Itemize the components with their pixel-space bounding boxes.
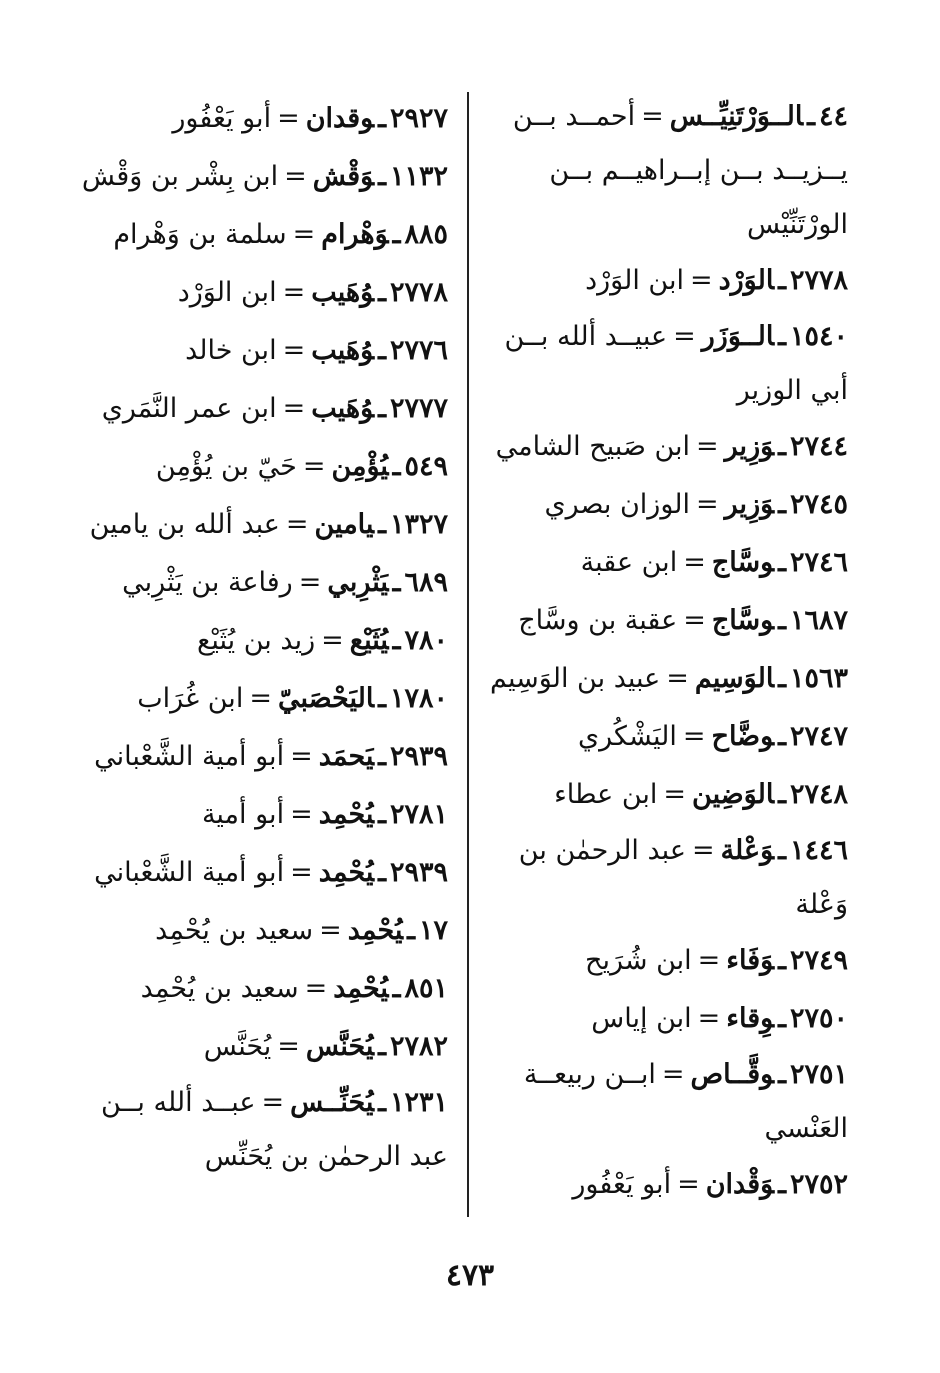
entry-separator: ـ [392,567,401,598]
entry-number: ٢٧٤٨ [789,779,848,810]
index-entry [488,1156,848,1214]
entry-headword: يُثَيْع [349,625,389,656]
entry-number: ٢٧٤٩ [789,945,848,976]
index-entry [488,534,848,592]
entry-headword: يَثْرِبي [327,567,389,598]
index-entry [488,310,848,418]
entry-headword: الوَرْد [718,265,775,296]
entry-value: أبو أمية [201,799,285,830]
entry-number: ١١٣٢ [389,161,448,192]
entry-equals: = [697,945,721,976]
entry-number: ٢٩٢٧ [389,103,448,134]
entry-separator: ـ [378,161,386,192]
index-entry [90,728,448,786]
entry-equals: = [682,721,706,752]
entry-equals: = [292,219,316,250]
index-entry [488,1048,848,1156]
entry-headword: وَهْرام [321,219,389,250]
entry-separator: ـ [378,103,386,134]
entry-headword: يُحْمِد [318,857,375,888]
entry-equals: = [683,547,706,578]
entry-value: أبو أمية الشَّعْباني [94,857,285,888]
entry-value: ابــن ربيعــة العَنْسي [523,1059,848,1144]
index-entry [488,708,848,766]
entry-number: ٢٧٤٥ [789,489,848,520]
index-entry [488,418,848,476]
entry-headword: وَقْش [312,161,375,192]
entry-headword: وَعْلة [720,835,775,866]
entry-number: ٢٩٣٩ [389,857,448,888]
entry-separator: ـ [778,835,786,866]
entry-value: زيد بن يُثَيْع [196,625,316,656]
entry-value: رفاعة بن يَثْرِبي [122,567,293,598]
entry-equals: = [298,567,322,598]
index-entry [90,206,448,264]
entry-number: ٢٧٥١ [789,1059,848,1090]
entry-number: ٢٧٨١ [389,799,448,830]
entry-headword: وَزِير [724,489,775,520]
entry-separator: ـ [778,1003,786,1034]
entry-separator: ـ [778,547,786,578]
entry-headword: يُحَنِّــس [290,1087,375,1118]
entry-equals: = [661,1059,685,1090]
entry-separator: ـ [392,973,401,1004]
entry-number: ١٢٣١ [389,1087,448,1118]
entry-headword: وسَّاج [711,547,775,578]
entry-equals: = [673,321,696,352]
entry-headword: يَحمَد [318,741,375,772]
entry-equals: = [277,103,300,134]
index-entry [90,264,448,322]
entry-equals: = [696,489,719,520]
entry-equals: = [666,663,689,694]
entry-number: ١٥٦٣ [789,663,848,694]
entry-separator: ـ [378,1031,386,1062]
entry-separator: ـ [378,1087,386,1118]
entry-headword: وَقْدان [705,1169,775,1200]
entry-value: ابن الوَرْد [177,277,277,308]
index-entry [488,650,848,708]
entry-headword: الــوَزَر [701,321,775,352]
entry-equals: = [683,605,706,636]
entry-value: ابن الوَرْد [585,265,684,296]
entry-number: ١٧ [418,915,448,946]
entry-separator: ـ [807,101,815,132]
index-entry [90,496,448,554]
entry-separator: ـ [778,605,786,636]
column-divider [467,92,469,1217]
index-entry [488,824,848,932]
entry-equals: = [284,161,307,192]
entry-number: ٢٧٨٢ [389,1031,448,1062]
entry-value: حَيّ بن يُؤْمِن [155,451,297,482]
entry-value: عبيــد ألله بــن أبي الوزير [504,321,848,406]
entry-value: يُحَنَّس [203,1031,272,1062]
entry-headword: وقَّــاص [690,1059,775,1090]
entry-number: ٨٥١ [404,973,448,1004]
entry-value: أبو يَعْفُور [172,103,272,134]
entry-equals: = [290,799,313,830]
entry-value: أبو يَعْفُور [572,1169,672,1200]
entry-headword: وُهَيب [311,277,375,308]
index-entry [488,252,848,310]
entry-headword: وُهَيب [311,393,375,424]
entry-headword: اليَحْصَبيّ [277,683,375,714]
entry-value: سعيد بن يُحْمِد [140,973,299,1004]
entry-equals: = [677,1169,700,1200]
entry-separator: ـ [378,335,386,366]
entry-headword: يُحْمِد [333,973,389,1004]
index-entry [488,90,848,252]
entry-separator: ـ [378,509,386,540]
entry-separator: ـ [778,945,786,976]
entry-separator: ـ [778,721,786,752]
entry-equals: = [689,265,713,296]
entry-headword: الوَسِيم [694,663,775,694]
entry-separator: ـ [378,683,386,714]
entry-equals: = [302,451,326,482]
index-entry [90,786,448,844]
index-entry [488,592,848,650]
entry-value: ابن عمر النَّمَري [101,393,277,424]
entry-headword: وِقاء [726,1003,775,1034]
entry-equals: = [663,779,687,810]
entry-number: ٨٨٥ [404,219,448,250]
index-entry [90,380,448,438]
entry-value: عقبة بن وسَّاج [518,605,678,636]
entry-separator: ـ [378,277,386,308]
entry-separator: ـ [378,857,386,888]
index-entry [90,1018,448,1076]
entry-separator: ـ [378,799,386,830]
entry-separator: ـ [778,431,786,462]
entry-headword: وُهَيب [311,335,375,366]
entry-separator: ـ [778,1059,786,1090]
page-number: ٤٧٣ [445,1258,495,1293]
entry-number: ٦٨٩ [404,567,448,598]
entry-number: ٢٧٧٨ [389,277,448,308]
entry-value: اليَشْكُري [578,721,677,752]
left-column [81,90,448,1184]
entry-equals: = [321,625,344,656]
right-column [488,90,848,1214]
entry-number: ٢٧٥٢ [789,1169,848,1200]
entry-equals: = [641,101,664,132]
entry-number: ٥٤٩ [404,451,448,482]
entry-separator: ـ [778,489,786,520]
index-entry [90,554,448,612]
entry-value: الوزان بصري [544,489,691,520]
index-entry [90,960,448,1018]
entry-equals: = [319,915,342,946]
entry-headword: وضَّاح [711,721,775,752]
entry-headword: يُؤْمِن [331,451,389,482]
entry-value: ابن بِشْر بن وَقْش [81,161,279,192]
entry-number: ١٤٤٦ [789,835,848,866]
entry-headword: وقدان [305,103,375,134]
entry-value: سعيد بن يُحْمِد [155,915,314,946]
entry-number: ٢٧٧٨ [789,265,848,296]
entry-equals: = [261,1087,285,1118]
entry-separator: ـ [407,915,415,946]
entry-equals: = [249,683,272,714]
index-entry [81,148,448,206]
entry-separator: ـ [378,393,386,424]
entry-value: عبد ألله بن يامين [89,509,280,540]
entry-number: ٢٧٤٦ [789,547,848,578]
entry-headword: الــوَرْتَنِيِّــس [669,101,804,132]
entry-equals: = [696,431,719,462]
entry-headword: يُحْمِد [318,799,375,830]
entry-value: ابن خالد [185,335,277,366]
entry-equals: = [290,857,313,888]
entry-separator: ـ [392,625,401,656]
entry-value: ابن غُرَاب [137,683,244,714]
index-entry [90,438,448,496]
entry-value: عبيد بن الوَسِيم [490,663,661,694]
entry-separator: ـ [778,779,786,810]
entry-value: سلمة بن وَهْرام [113,219,287,250]
entry-number: ٢٧٧٦ [389,335,448,366]
entry-headword: يُحْمِد [347,915,404,946]
entry-number: ١٣٢٧ [389,509,448,540]
entry-separator: ـ [378,741,386,772]
entry-separator: ـ [392,451,401,482]
entry-equals: = [282,335,306,366]
entry-equals: = [691,835,715,866]
entry-headword: الوَضِين [692,779,775,810]
entry-value: ابن شُرَيح [585,945,692,976]
index-entry [90,1076,448,1184]
entry-equals: = [277,1031,300,1062]
entry-value: ابن إياس [591,1003,692,1034]
index-entry [90,90,448,148]
entry-equals: = [290,741,313,772]
entry-value: ابن عقبة [580,547,678,578]
entry-value: ابن صَبيح الشامي [495,431,691,462]
entry-equals: = [282,393,306,424]
index-entry [488,476,848,534]
entry-separator: ـ [778,321,786,352]
entry-headword: وَفَاء [726,945,775,976]
entry-value: أحمــد بــن يــزيــد بــن إبــراهيــم بــن الورْتَنِّيْس [512,101,848,240]
entry-number: ٢٧٤٤ [789,431,848,462]
entry-value: ابن عطاء [554,779,658,810]
entry-equals: = [282,277,306,308]
index-entry [90,322,448,380]
entry-equals: = [285,509,309,540]
entry-number: ٢٩٣٩ [389,741,448,772]
entry-value: أبو أمية الشَّعْباني [94,741,285,772]
entry-number: ٧٨٠ [404,625,448,656]
entry-value: عبد الرحمٰن بن وَعْلة [518,835,848,920]
index-entry [90,670,448,728]
entry-value: عبــد ألله بــن عبد الرحمٰن بن يُحَنِّس [101,1087,448,1172]
entry-headword: وسَّاج [711,605,775,636]
entry-number: ٢٧٤٧ [789,721,848,752]
entry-number: ٢٧٧٧ [389,393,448,424]
entry-equals: = [697,1003,721,1034]
entry-separator: ـ [392,219,401,250]
entry-headword: يُحَنَّس [305,1031,375,1062]
entry-equals: = [304,973,328,1004]
entry-number: ١٦٨٧ [789,605,848,636]
entry-separator: ـ [778,265,786,296]
entry-separator: ـ [778,663,786,694]
entry-number: ١٥٤٠ [789,321,848,352]
index-entry [488,766,848,824]
entry-number: ٢٧٥٠ [789,1003,848,1034]
index-entry [488,990,848,1048]
entry-number: ٤٤ [818,101,848,132]
entry-headword: وَزِير [724,431,775,462]
index-entry [90,612,448,670]
index-entry [90,844,448,902]
entry-separator: ـ [778,1169,786,1200]
index-entry [488,932,848,990]
entry-number: ١٧٨٠ [389,683,448,714]
index-entry [90,902,448,960]
entry-headword: يامين [314,509,375,540]
